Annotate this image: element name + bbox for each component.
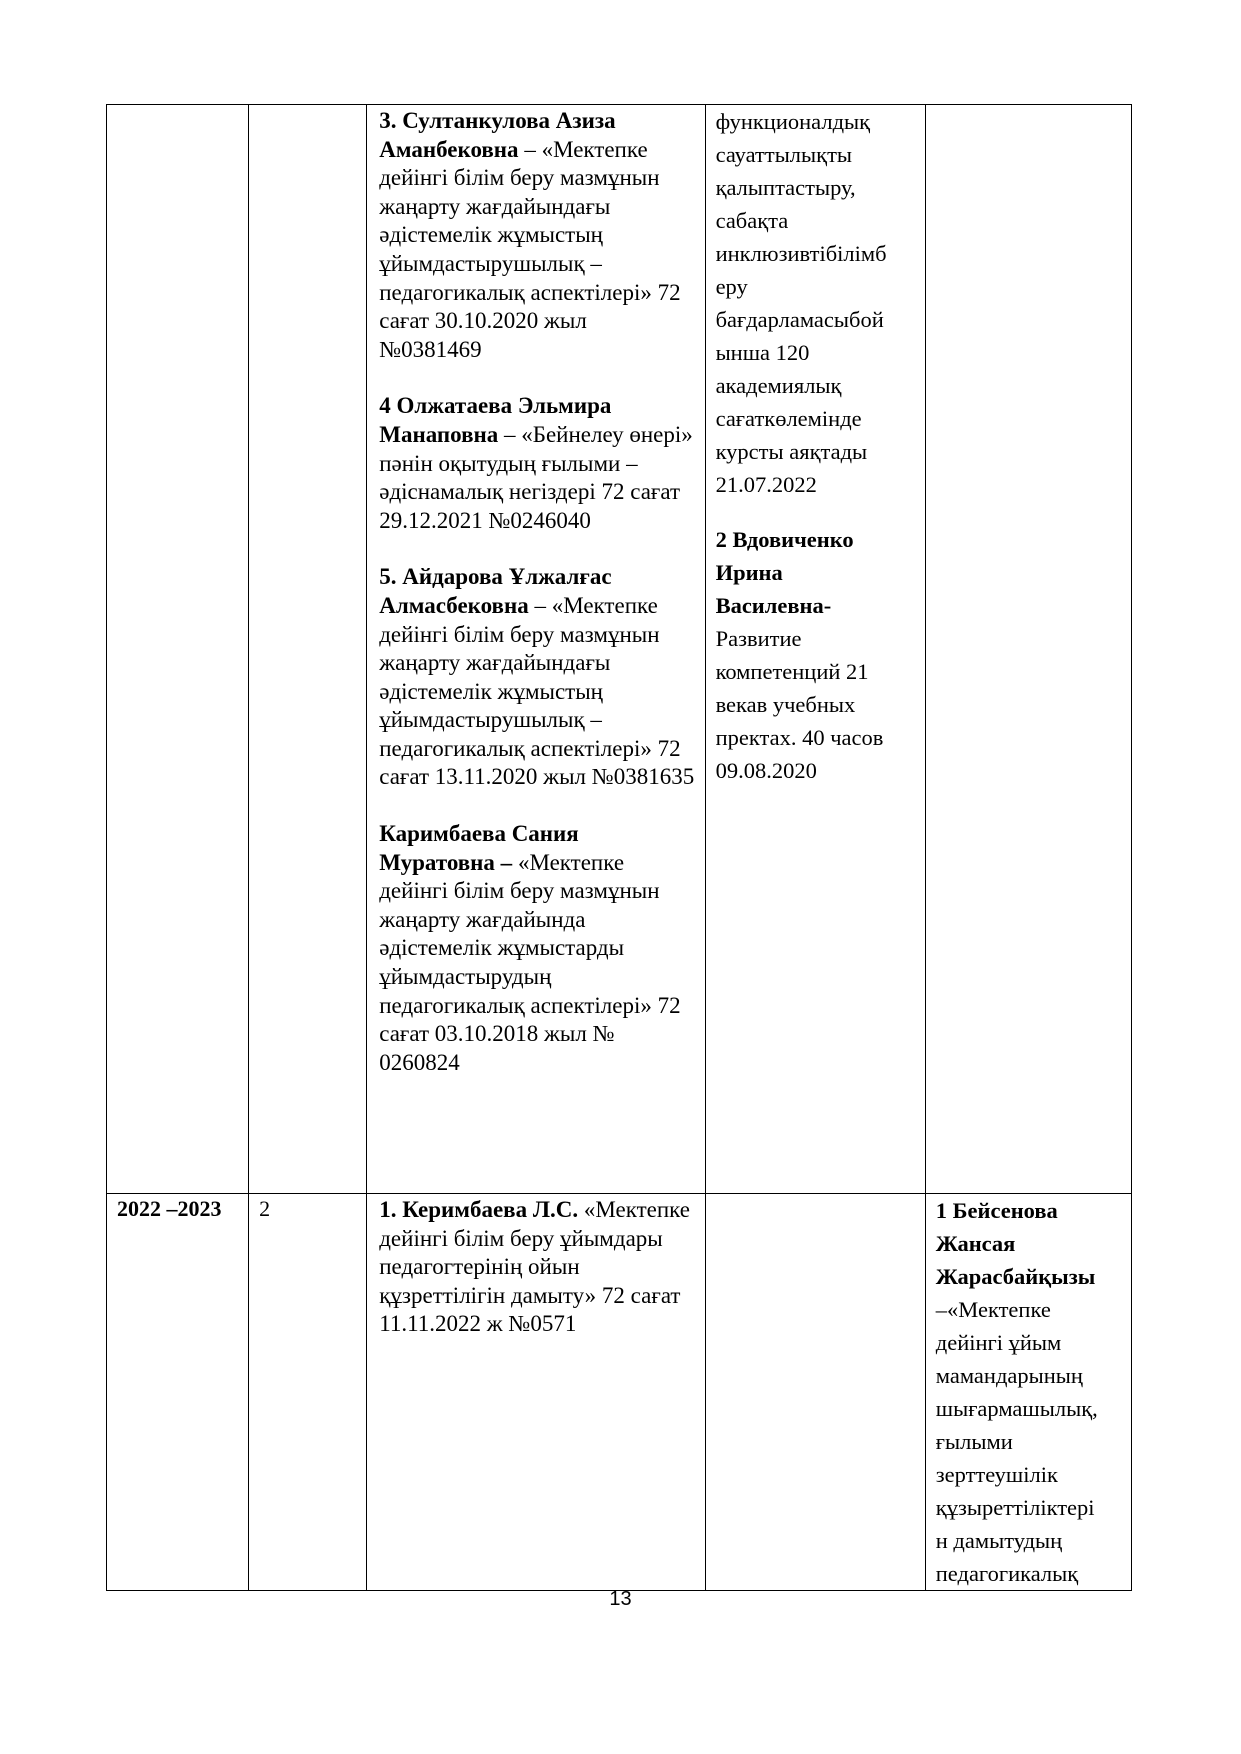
teacher-name-line: Жансая bbox=[935, 1231, 1016, 1256]
year-cell: 2022 –2023 bbox=[107, 1194, 249, 1591]
count-cell: 2 bbox=[249, 1194, 367, 1591]
course-entry: 3. Султанкулова Азиза Аманбековна – «Мектепке дейінгі білім беру мазмұнын жаңарту жағдайындағы әдістемелік жұмыстың ұйымдастырушылық – педагогикалық аспектілері» 72 сағат 30.10.2020 жыл №0381469 bbox=[379, 108, 681, 362]
course-line: сабақта bbox=[715, 208, 789, 233]
course-line: сауаттылықты bbox=[715, 142, 853, 167]
inclusive-course-cell bbox=[705, 105, 925, 1194]
course-line: –«Мектепке bbox=[935, 1297, 1051, 1322]
course-line: академиялық bbox=[715, 373, 842, 398]
training-courses-table bbox=[106, 104, 1132, 1591]
course-line: еру bbox=[715, 274, 748, 299]
course-line: компетенций 21 bbox=[715, 659, 869, 684]
count-cell-empty bbox=[249, 105, 367, 1194]
course-line: функционалдық bbox=[715, 109, 871, 134]
page-number: 13 bbox=[609, 1588, 632, 1610]
course-entry: 5. Айдарова Ұлжалғас Алмасбековна – «Мектепке дейінгі білім беру мазмұнын жаңарту жағдайындағы әдістемелік жұмыстың ұйымдастырушылық – педагогикалық аспектілері» 72 сағат 13.11.2020 жыл №0381635 bbox=[379, 564, 695, 790]
course-line: инклюзивтібілімб bbox=[715, 241, 887, 266]
course-line: дейінгі ұйым bbox=[935, 1330, 1062, 1355]
course-line: шығармашылық, bbox=[935, 1396, 1098, 1421]
course-line: мамандарының bbox=[935, 1363, 1083, 1388]
course-line: ынша 120 bbox=[715, 340, 810, 365]
research-course-cell bbox=[925, 1194, 1131, 1591]
course-line: зерттеушілік bbox=[935, 1462, 1058, 1487]
empty-cell bbox=[705, 1194, 925, 1591]
year-cell-empty bbox=[107, 105, 249, 1194]
course-line: 21.07.2022 bbox=[715, 472, 817, 497]
course-line: бағдарламасыбой bbox=[715, 307, 884, 332]
course-line: пректах. 40 часов bbox=[715, 725, 884, 750]
course-entry: 1. Керимбаева Л.С. «Мектепке дейінгі білім беру ұйымдары педагогтерінің ойын құзреттілігін дамыту» 72 сағат 11.11.2022 ж №0571 bbox=[379, 1197, 690, 1337]
course-line: курсты аяқтады bbox=[715, 439, 868, 464]
course-line: құзыреттіліктері bbox=[935, 1495, 1095, 1520]
teacher-name-line: 2 Вдовиченко bbox=[715, 527, 854, 552]
course-line: ғылыми bbox=[935, 1429, 1013, 1454]
teacher-name-line: Ирина bbox=[715, 560, 783, 585]
teacher-name-line: 1 Бейсенова bbox=[935, 1198, 1058, 1223]
course-line: педагогикалық bbox=[935, 1561, 1079, 1586]
teacher-name-line: Жарасбайқызы bbox=[935, 1264, 1096, 1289]
course-line: 09.08.2020 bbox=[715, 758, 817, 783]
course-entry: Каримбаева Сания Муратовна – «Мектепке дейінгі білім беру мазмұнын жаңарту жағдайында әдістемелік жұмыстарды ұйымдастырудың педагогикалық аспектілері» 72 сағат 03.10.2018 жыл № 0260824 bbox=[379, 821, 681, 1075]
course-entry: 4 Олжатаева Эльмира Манаповна – «Бейнелеу өнері» пәнін оқытудың ғылыми – әдіснамалық негіздері 72 сағат 29.12.2021 №0246040 bbox=[379, 393, 693, 533]
course-line: Развитие bbox=[715, 626, 802, 651]
empty-cell bbox=[925, 105, 1131, 1194]
course-line: қалыптастыру, bbox=[715, 175, 856, 200]
course-line: сағаткөлемінде bbox=[715, 406, 862, 431]
course-list-cell bbox=[367, 105, 705, 1194]
course-list-cell bbox=[367, 1194, 705, 1591]
table-row bbox=[107, 105, 1132, 1194]
course-line: н дамытудың bbox=[935, 1528, 1063, 1553]
course-line: векав учебных bbox=[715, 692, 856, 717]
table-row bbox=[107, 1194, 1132, 1591]
teacher-name-line: Василевна- bbox=[715, 593, 832, 618]
